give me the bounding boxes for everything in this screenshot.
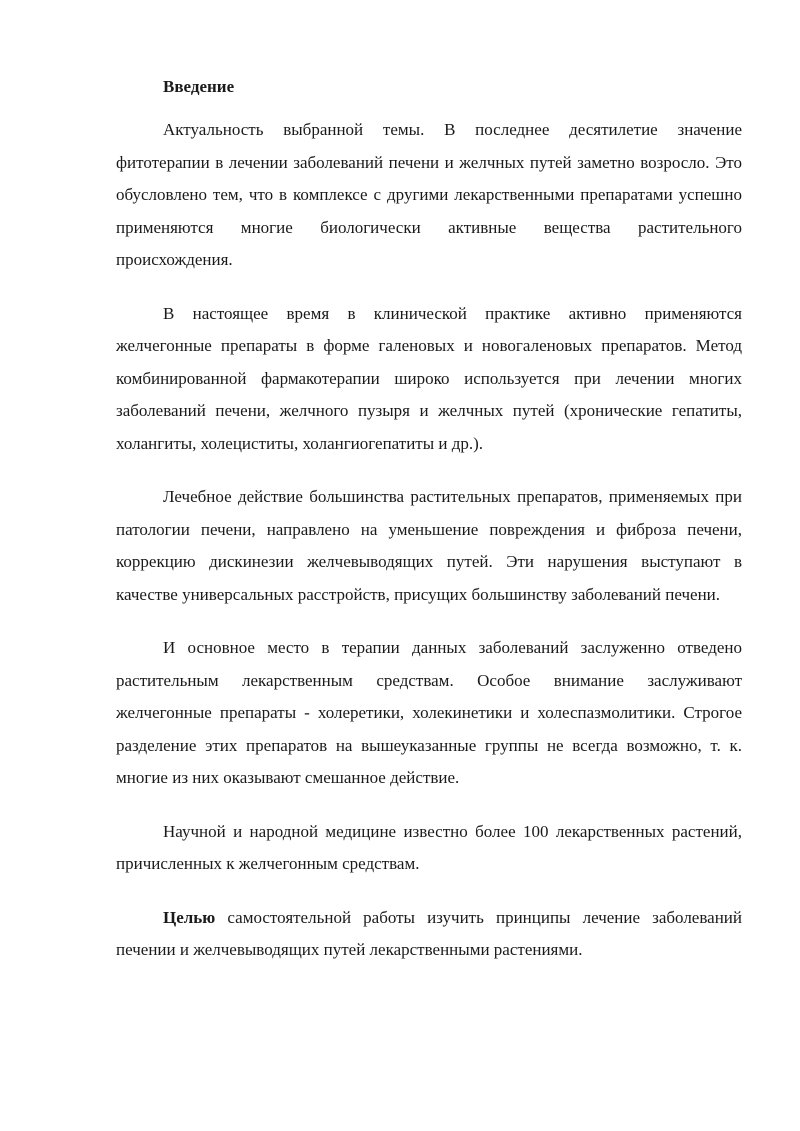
document-page [116, 72, 742, 988]
goal-text: самостоятельной работы изучить принципы лечение заболеваний печении и желчевыводящих путей лекарственными растениями. [116, 907, 742, 959]
paragraph-relevance: Актуальность выбранной темы. В последнее десятилетие значение фитотерапии в лечении заболеваний печени и желчных путей заметно возросло. Это обусловлено тем, что в комплексе с другими лекарственными препаратами успешно применяются многие биологически активные вещества растительного происхождения. [116, 120, 742, 269]
paragraph-goal [116, 902, 742, 967]
goal-label: Целью [163, 907, 216, 927]
paragraph-clinical-practice: В настоящее время в клинической практике активно применяются желчегонные препараты в форме галеновых и новогаленовых препаратов. Метод комбинированной фармакотерапии широко используется при лечении многих заболеваний печени, желчного пузыря и желчных путей (хронические гепатиты, холангиты, холециститы, холангиогепатиты и др.). [116, 303, 742, 453]
paragraph-plant-count: Научной и народной медицине известно более 100 лекарственных растений, причисленных к желчегонным средствам. [116, 821, 742, 873]
paragraph-therapeutic-action: Лечебное действие большинства растительных препаратов, применяемых при патологии печени, направлено на уменьшение повреждения и фиброза печени, коррекцию дискинезии желчевыводящих путей. Эти нарушения выступают в качестве универсальных расстройств, присущих большинству заболеваний печени. [116, 487, 742, 604]
section-heading: Введение [163, 77, 235, 96]
paragraph-herbal-remedies: И основное место в терапии данных заболеваний заслуженно отведено растительным лекарственным средствам. Особое внимание заслуживают желчегонные препараты - холеретики, холекинетики и холеспазмолитики. Строгое разделение этих препаратов на вышеуказанные группы не всегда возможно, т. к. многие из них оказывают смешанное действие. [116, 638, 742, 787]
